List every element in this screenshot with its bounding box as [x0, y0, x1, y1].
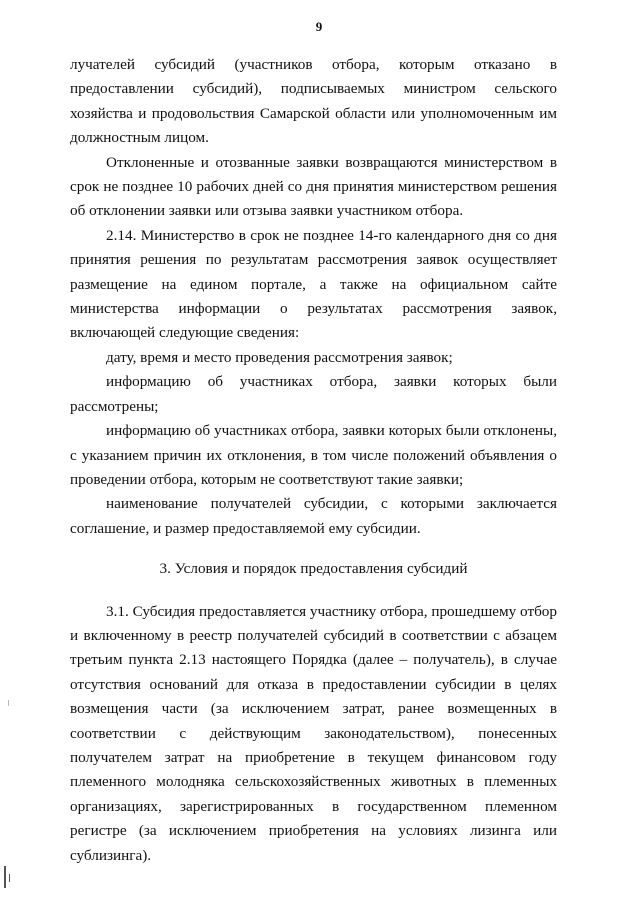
paragraph-continuation: лучателей субсидий (участников отбора, которым отказано в предоставлении субсидий), подписываемых министром сельского хозяйства и продовольствия Самарской области или уполномоченным им должностным лицом.: [70, 56, 557, 147]
paragraph-rejected-applications: Отклоненные и отозванные заявки возвращаются министерством в срок не позднее 10 рабочих дней со дня принятия министерством решения об отклонении заявки или отзыва заявки участником отбора.: [70, 153, 557, 220]
scan-artifact: [8, 700, 9, 706]
list-item-recipients: наименование получателей субсидии, с которыми заключается соглашение, и размер предоставляемой ему субсидии.: [70, 495, 557, 537]
section-heading: 3. Условия и порядок предоставления субсидий: [159, 560, 468, 578]
page-number: 9: [315, 19, 323, 34]
list-item-rejected: информацию об участниках отбора, заявки которых были отклонены, с указанием причин их отклонения, в том числе положений объявления о проведении отбора, которым не соответствуют такие заявки;: [70, 422, 557, 488]
document-body: [70, 53, 557, 868]
paragraph-2-14: 2.14. Министерство в срок не позднее 14-го календарного дня со дня принятия решения по результатам рассмотрения заявок осуществляет размещение на едином портале, а также на официальном сайте министерства информации о результатах рассмотрения заявок, включающей следующие сведения:: [70, 226, 557, 342]
scan-artifact: [4, 866, 6, 888]
paragraph-3-1: 3.1. Субсидия предоставляется участнику отбора, прошедшему отбор и включенному в реестр получателей субсидий в соответствии с абзацем третьим пункта 2.13 настоящего Порядка (далее – получатель), в случае отсутствия оснований для отказа в предоставлении субсидии в целях возмещения части (за исключением затрат, ранее возмещенных в соответствии с действующим законодательством), понесенных получателем затрат на приобретение в текущем финансовом году племенного молодняка сельскохозяйственных животных в племенных организациях, зарегистрированных в государственном племенном регистре (за исключением приобретения на условиях лизинга или сублизинга).: [70, 602, 557, 864]
list-item-date: дату, время и место проведения рассмотрения заявок;: [106, 348, 453, 366]
scan-artifact: [9, 874, 10, 882]
list-item-reviewed: информацию об участниках отбора, заявки которых были рассмотрены;: [70, 373, 557, 415]
